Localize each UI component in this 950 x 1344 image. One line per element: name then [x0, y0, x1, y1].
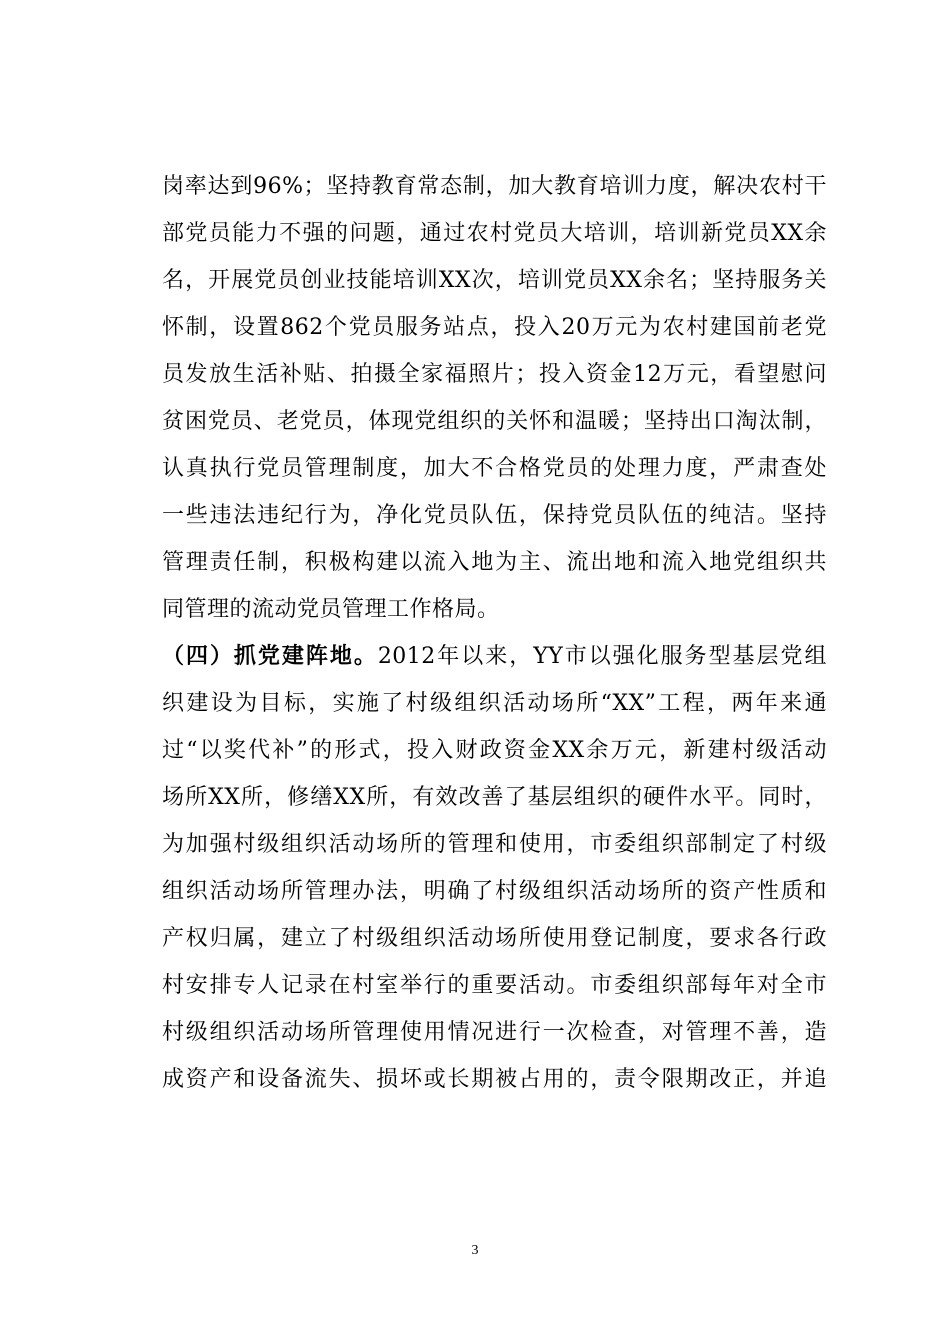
text-line: 一些违法违纪行为，净化党员队伍，保持党员队伍的纯洁。坚持 — [162, 503, 827, 528]
text-line: 部党员能力不强的问题，通过农村党员大培训，培训新党员XX余 — [162, 221, 827, 246]
text-line: 同管理的流动党员管理工作格局。 — [162, 597, 500, 622]
text-line: 员发放生活补贴、拍摄全家福照片；投入资金12万元，看望慰问 — [162, 362, 827, 387]
section-heading: （四）抓党建阵地。 — [162, 643, 378, 669]
text-line: 认真执行党员管理制度，加大不合格党员的处理力度，严肃查处 — [162, 456, 827, 481]
text-line: 村级组织活动场所管理使用情况进行一次检查，对管理不善，造 — [162, 1020, 827, 1045]
document-body — [162, 163, 827, 1103]
paragraph-continuation — [162, 163, 827, 633]
text-line: 为加强村级组织活动场所的管理和使用，市委组织部制定了村级 — [162, 832, 827, 857]
text-line: 成资产和设备流失、损坏或长期被占用的，责令限期改正，并追 — [162, 1067, 827, 1092]
text-line: 怀制，设置862个党员服务站点，投入20万元为农村建国前老党 — [162, 315, 827, 340]
text-run: 2012年以来，YY市以强化服务型基层党组 — [377, 644, 827, 669]
text-line: 贫困党员、老党员，体现党组织的关怀和温暖；坚持出口淘汰制， — [162, 409, 827, 434]
text-line: 岗率达到96%；坚持教育常态制，加大教育培训力度，解决农村干 — [162, 174, 827, 199]
text-line: 组织活动场所管理办法，明确了村级组织活动场所的资产性质和 — [162, 879, 827, 904]
text-line-with-heading — [162, 633, 827, 680]
text-line: 产权归属，建立了村级组织活动场所使用登记制度，要求各行政 — [162, 926, 827, 951]
page-number: 3 — [471, 1243, 479, 1258]
paragraph-party-building-venues — [162, 633, 827, 1103]
text-line: 过“以奖代补”的形式，投入财政资金XX余万元，新建村级活动 — [162, 738, 827, 763]
text-line: 织建设为目标，实施了村级组织活动场所“XX”工程，两年来通 — [162, 691, 827, 716]
text-line: 场所XX所，修缮XX所，有效改善了基层组织的硬件水平。同时， — [162, 785, 827, 810]
text-line: 管理责任制，积极构建以流入地为主、流出地和流入地党组织共 — [162, 550, 827, 575]
text-line: 名，开展党员创业技能培训XX次，培训党员XX余名；坚持服务关 — [162, 268, 827, 293]
text-line: 村安排专人记录在村室举行的重要活动。市委组织部每年对全市 — [162, 973, 827, 998]
